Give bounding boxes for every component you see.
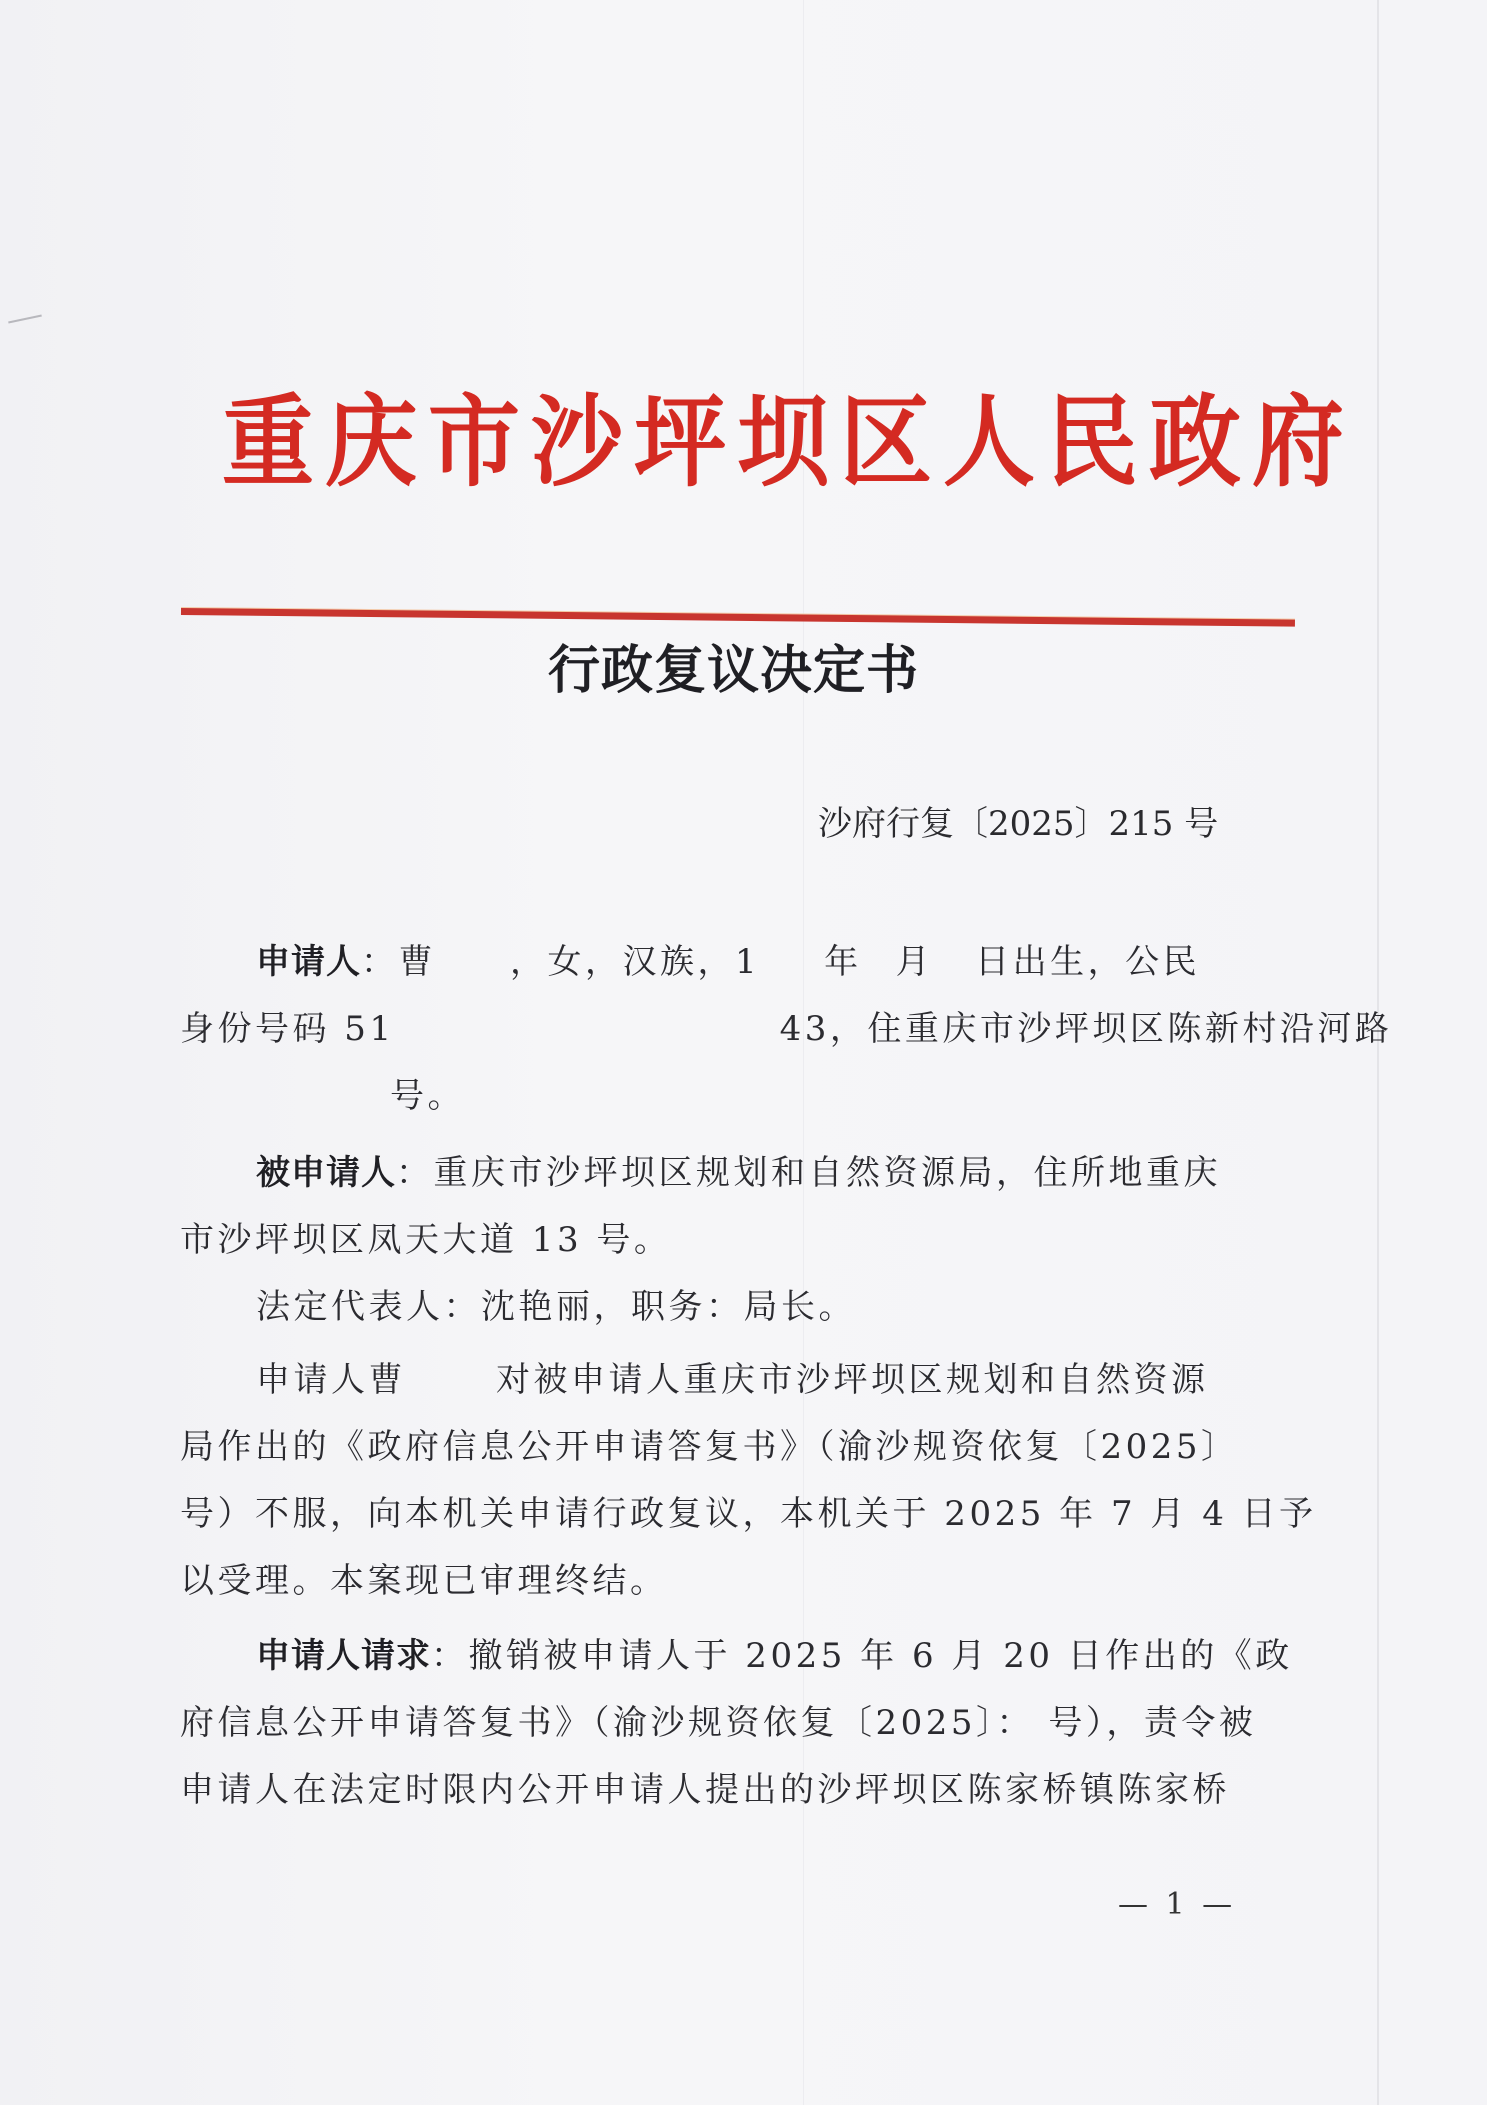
applicant-text: ：曹 — [361, 942, 436, 982]
intro-line-1 — [256, 1352, 1290, 1408]
page-number: — 1 — — [1118, 1887, 1237, 1922]
document-number: 沙府行复〔2025〕215 号 — [818, 804, 1219, 844]
respondent-line-2: 市沙坪坝区凤天大道 13 号。 — [180, 1220, 672, 1260]
intro-line-4: 以受理。本案现已审理终结。 — [180, 1561, 668, 1601]
scan-mark — [8, 314, 42, 323]
scan-edge-line — [1377, 0, 1379, 2105]
request-text: ：撤销被申请人于 2025 年 6 月 20 日作出的《政 — [431, 1636, 1293, 1676]
applicant-text: 日出生，公民 — [975, 942, 1201, 982]
applicant-label: 申请人 — [256, 942, 361, 982]
intro-line-2: 局作出的《政府信息公开申请答复书》（渝沙规资依复〔2025〕 — [180, 1427, 1239, 1467]
document-title: 行政复议决定书 — [548, 640, 920, 701]
masthead-title: 重庆市沙坪坝区人民政府 — [222, 383, 1356, 501]
applicant-text: 身份号码 51 — [180, 1009, 395, 1049]
intro-text: 对被申请人重庆市沙坪坝区规划和自然资源 — [496, 1360, 1209, 1400]
request-label: 申请人请求 — [256, 1636, 431, 1676]
applicant-text: 43，住重庆市沙坪坝区陈新村沿河路 — [779, 1009, 1393, 1049]
intro-line-3: 号）不服，向本机关申请行政复议，本机关于 2025 年 7 月 4 日予 — [180, 1494, 1317, 1534]
request-line-3: 申请人在法定时限内公开申请人提出的沙坪坝区陈家桥镇陈家桥 — [180, 1770, 1230, 1810]
applicant-text: ，女，汉族，1 — [510, 942, 761, 982]
respondent-label: 被申请人 — [256, 1153, 396, 1193]
red-divider-rule — [181, 608, 1295, 627]
applicant-text: 年 — [824, 942, 862, 982]
request-line-1 — [256, 1628, 1293, 1684]
request-line-2: 府信息公开申请答复书》（渝沙规资依复〔2025〕： 号），责令被 — [180, 1703, 1257, 1743]
respondent-text: ：重庆市沙坪坝区规划和自然资源局，住所地重庆 — [396, 1153, 1221, 1193]
applicant-text: 月 — [895, 942, 934, 982]
applicant-line-2 — [180, 1001, 1393, 1057]
respondent-line-1 — [256, 1145, 1290, 1201]
legal-representative: 法定代表人：沈艳丽，职务：局长。 — [256, 1287, 856, 1327]
intro-text: 申请人曹 — [256, 1360, 406, 1400]
applicant-line-1 — [256, 934, 1290, 990]
applicant-line-3: 号。 — [390, 1076, 465, 1116]
